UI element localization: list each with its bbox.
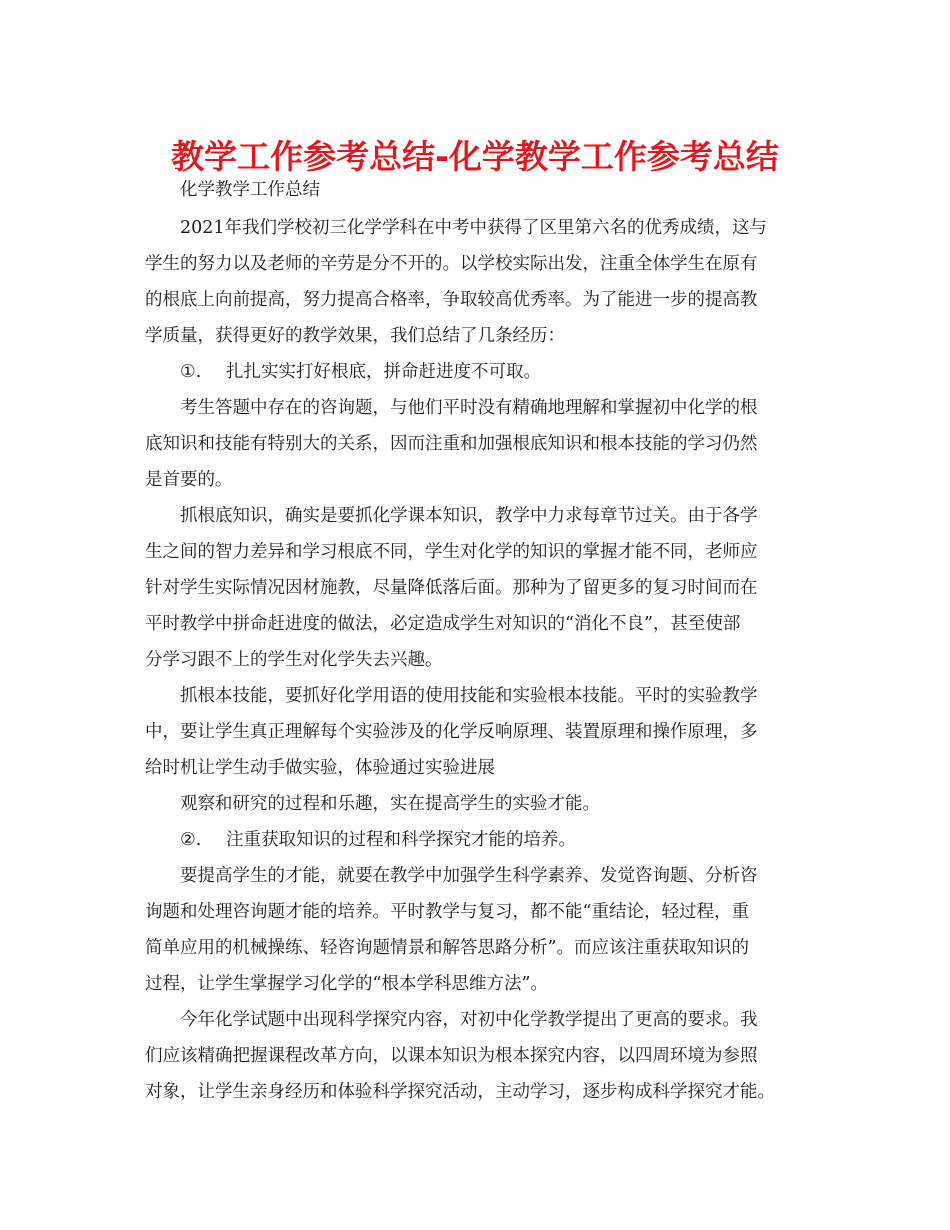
paragraph-line: 要提高学生的才能，就要在教学中加强学生科学素养、发觉咨询题、分析咨 <box>180 866 758 886</box>
paragraph-line: 底知识和技能有特别大的关系，因而注重和加强根底知识和根本技能的学习仍然 <box>145 434 758 454</box>
paragraph-line: 平时教学中拼命赶进度的做法，必定造成学生对知识的“消化不良”，甚至使部 <box>145 614 741 634</box>
paragraph-line: 们应该精确把握课程改革方向，以课本知识为根本探究内容，以四周环境为参照 <box>145 1046 758 1066</box>
paragraph-line: 2021年我们学校初三化学学科在中考中获得了区里第六名的优秀成绩，这与 <box>180 218 768 238</box>
list-item-text: 扎扎实实打好根底，拼命赶进度不可取。 <box>226 362 541 382</box>
paragraph-line: 化学教学工作总结 <box>180 180 320 200</box>
list-marker: ①. <box>180 362 202 382</box>
paragraph-line: 对象，让学生亲身经历和体验科学探究活动，主动学习，逐步构成科学探究才能。 <box>145 1082 775 1102</box>
list-item <box>180 357 541 387</box>
list-item-text: 注重获取知识的过程和科学探究才能的培养。 <box>226 830 576 850</box>
paragraph-line: 询题和处理咨询题才能的培养。平时教学与复习，都不能“重结论，轻过程，重 <box>145 902 749 922</box>
paragraph-line: 是首要的。 <box>145 470 233 490</box>
paragraph-line: 抓根底知识，确实是要抓化学课本知识，教学中力求每章节过关。由于各学 <box>180 506 758 526</box>
paragraph-line: 的根底上向前提高，努力提高合格率，争取较高优秀率。为了能进一步的提高教 <box>145 290 758 310</box>
paragraph-line: 学质量，获得更好的教学效果，我们总结了几条经历： <box>145 326 565 346</box>
paragraph-line: 分学习跟不上的学生对化学失去兴趣。 <box>145 650 443 670</box>
paragraph-line: 今年化学试题中出现科学探究内容，对初中化学教学提出了更高的要求。我 <box>180 1010 758 1030</box>
list-marker: ②. <box>180 830 202 850</box>
paragraph-line: 给时机让学生动手做实验，体验通过实验进展 <box>145 758 495 778</box>
paragraph-line: 过程，让学生掌握学习化学的“根本学科思维方法”。 <box>145 974 548 994</box>
paragraph-line: 观察和研究的过程和乐趣，实在提高学生的实验才能。 <box>180 794 600 814</box>
document-title: 教学工作参考总结-化学教学工作参考总结 <box>171 137 779 176</box>
paragraph-line: 中，要让学生真正理解每个实验涉及的化学反响原理、装置原理和操作原理，多 <box>145 722 758 742</box>
paragraph-line: 针对学生实际情况因材施教，尽量降低落后面。那种为了留更多的复习时间而在 <box>145 578 758 598</box>
paragraph-line: 简单应用的机械操练、轻咨询题情景和解答思路分析”。而应该注重获取知识的 <box>145 938 749 958</box>
paragraph-line: 考生答题中存在的咨询题，与他们平时没有精确地理解和掌握初中化学的根 <box>180 398 758 418</box>
paragraph-line: 学生的努力以及老师的辛劳是分不开的。以学校实际出发，注重全体学生在原有 <box>145 254 758 274</box>
paragraph-line: 生之间的智力差异和学习根底不同，学生对化学的知识的掌握才能不同，老师应 <box>145 542 758 562</box>
paragraph-line: 抓根本技能，要抓好化学用语的使用技能和实验根本技能。平时的实验教学 <box>180 686 758 706</box>
list-item <box>180 825 576 855</box>
